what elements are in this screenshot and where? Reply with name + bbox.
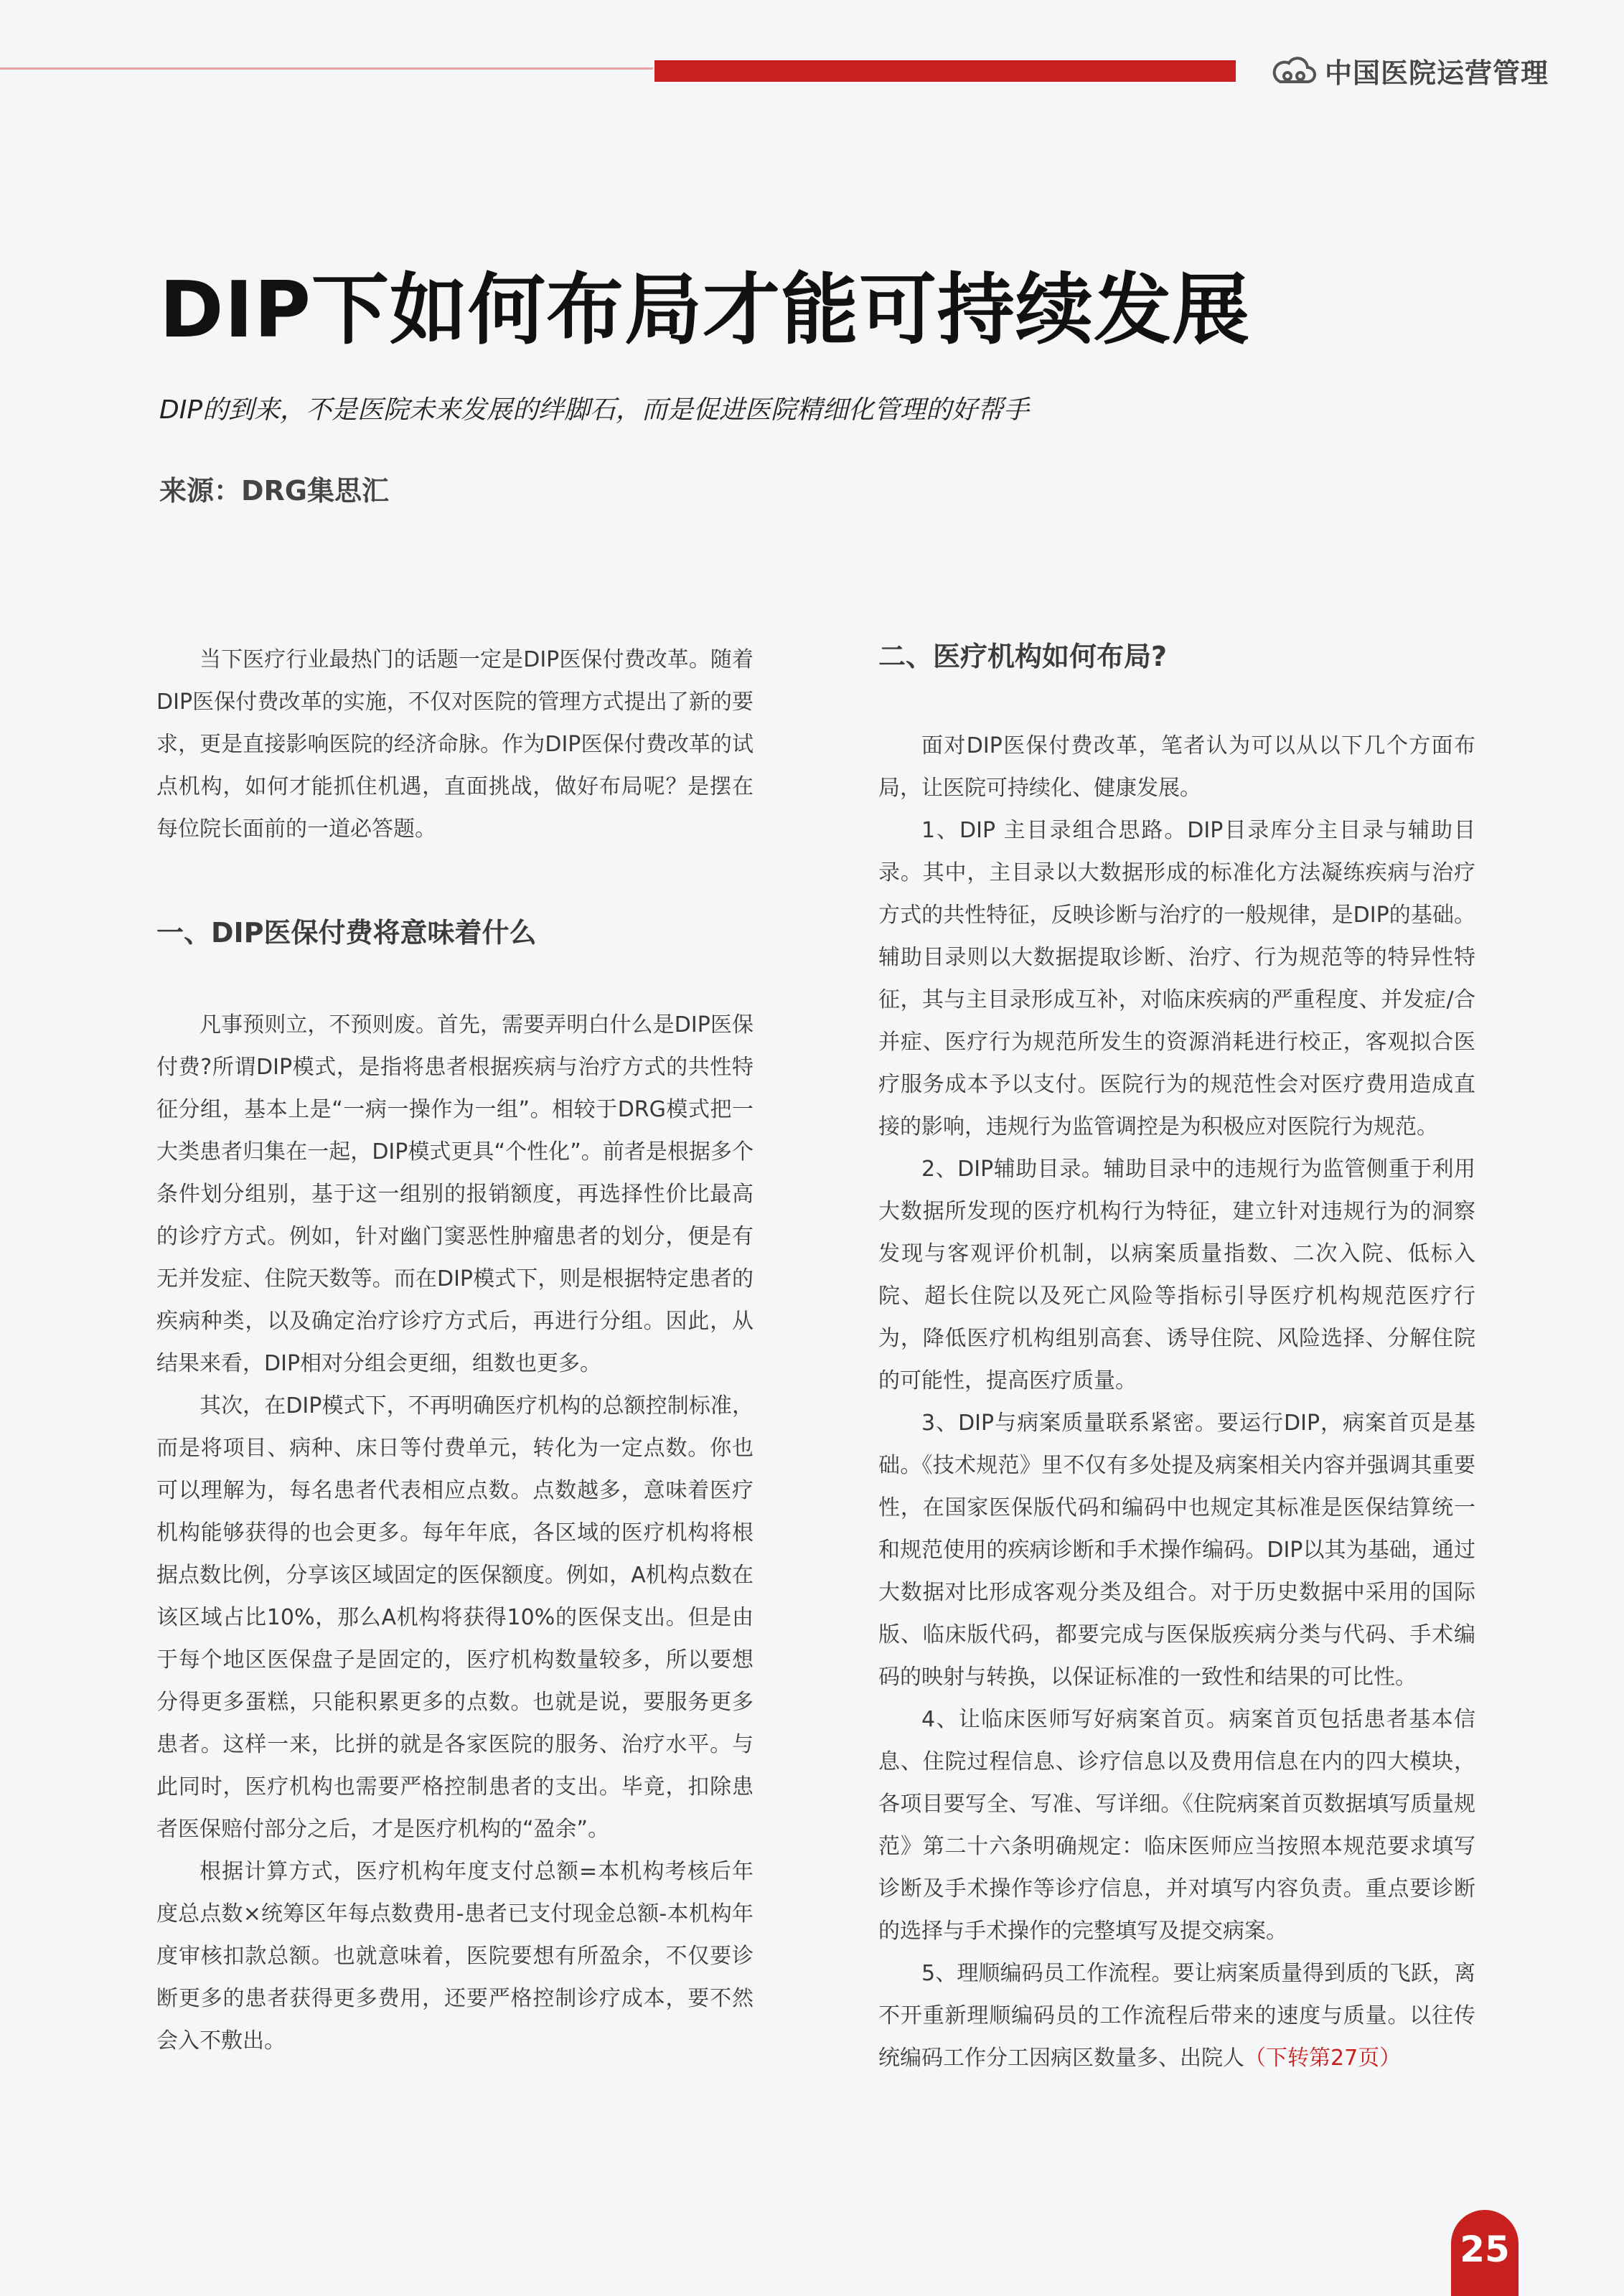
section2-paragraph-6 [878, 1952, 1475, 2079]
continued-note[interactable]: （下转第27页） [1244, 2046, 1402, 2071]
page-number: 25 [1451, 2210, 1519, 2296]
section2-paragraph-1: 面对DIP医保付费改革，笔者认为可以从以下几个方面布局，让医院可持续化、健康发展。 [878, 733, 1475, 801]
article-source: 来源：DRG集思汇 [159, 475, 389, 507]
paragraph-6-text: 5、理顺编码员工作流程。要让病案质量得到质的飞跃，离不开重新理顺编码员的工作流程后带来的速度与质量。以往传统编码工作分工因病区数量多、出院人 [878, 1961, 1475, 2071]
section1-paragraph-1: 凡事预则立，不预则废。首先，需要弄明白什么是DIP医保付费?所谓DIP模式，是指将患者根据疾病与治疗方式的共性特征分组，基本上是“一病一操作为一组”。相较于DRG模式把一大类患者归集在一起，DIP模式更具“个性化”。前者是根据多个条件划分组别，基于这一组别的报销额度，再选择性价比最高的诊疗方式。例如，针对幽门窦恶性肿瘤患者的划分，便是有无并发症、住院天数等。而在DIP模式下，则是根据特定患者的疾病种类，以及确定治疗诊疗方式后，再进行分组。因此，从结果来看，DIP相对分组会更细，组数也更多。 [156, 1012, 754, 1376]
cloud-icon [1272, 55, 1316, 86]
article-subtitle: DIP的到来，不是医院未来发展的绊脚石，而是促进医院精细化管理的好帮手 [159, 395, 1030, 425]
header-thin-line [0, 67, 653, 70]
section2-paragraph-2: 1、DIP 主目录组合思路。DIP目录库分主目录与辅助目录。其中，主目录以大数据形成的标准化方法凝练疾病与治疗方式的共性特征，反映诊断与治疗的一般规律，是DIP的基础。辅助目录则以大数据提取诊断、治疗、行为规范等的特异性特征，其与主目录形成互补，对临床疾病的严重程度、并发症/合并症、医疗行为规范所发生的资源消耗进行校正，客观拟合医疗服务成本予以支付。医院行为的规范性会对医疗费用造成直接的影响，违规行为监管调控是为积极应对医院行为规范。 [878, 818, 1475, 1139]
brand-logo [1272, 52, 1549, 89]
section2-paragraph-5: 4、让临床医师写好病案首页。病案首页包括患者基本信息、住院过程信息、诊疗信息以及费用信息在内的四大模块，各项目要写全、写准、写详细。《住院病案首页数据填写质量规范》第二十六条明确规定：临床医师应当按照本规范要求填写诊断及手术操作等诊疗信息，并对填写内容负责。重点要诊断的选择与手术操作的完整填写及提交病案。 [878, 1707, 1475, 1944]
section1-paragraph-2: 其次，在DIP模式下，不再明确医疗机构的总额控制标准，而是将项目、病种、床日等付费单元，转化为一定点数。你也可以理解为，每名患者代表相应点数。点数越多，意味着医疗机构能够获得的也会更多。每年年底，各区域的医疗机构将根据点数比例，分享该区域固定的医保额度。例如，A机构点数在该区域占比10%，那么A机构将获得10%的医保支出。但是由于每个地区医保盘子是固定的，医疗机构数量较多，所以要想分得更多蛋糕，只能积累更多的点数。也就是说，要服务更多患者。这样一来，比拼的就是各家医院的服务、治疗水平。与此同时，医疗机构也需要严格控制患者的支出。毕竟，扣除患者医保赔付部分之后，才是医疗机构的“盈余”。 [156, 1393, 754, 1842]
right-column [878, 639, 1475, 2079]
section2-heading: 二、医疗机构如何布局? [878, 641, 1168, 672]
section2-paragraph-4: 3、DIP与病案质量联系紧密。要运行DIP，病案首页是基础。《技术规范》里不仅有多处提及病案相关内容并强调其重要性，在国家医保版代码和编码中也规定其标准是医保结算统一和规范使用的疾病诊断和手术操作编码。DIP以其为基础，通过大数据对比形成客观分类及组合。对于历史数据中采用的国际版、临床版代码，都要完成与医保版疾病分类与代码、手术编码的映射与转换，以保证标准的一致性和结果的可比性。 [878, 1411, 1475, 1690]
section1-heading: 一、DIP医保付费将意味着什么 [156, 917, 537, 949]
left-column [156, 639, 754, 2062]
intro-paragraph: 当下医疗行业最热门的话题一定是DIP医保付费改革。随着DIP医保付费改革的实施，不仅对医院的管理方式提出了新的要求，更是直接影响医院的经济命脉。作为DIP医保付费改革的试点机构，如何才能抓住机遇，直面挑战，做好布局呢？是摆在每位院长面前的一道必答题。 [156, 647, 754, 842]
header-red-bar [654, 60, 1236, 82]
brand-name: 中国医院运营管理 [1325, 57, 1549, 89]
section1-paragraph-3: 根据计算方式，医疗机构年度支付总额=本机构考核后年度总点数×统筹区年每点数费用-患者已支付现金总额-本机构年度审核扣款总额。也就意味着，医院要想有所盈余，不仅要诊断更多的患者获得更多费用，还要严格控制诊疗成本，要不然会入不敷出。 [156, 1859, 754, 2053]
section2-paragraph-3: 2、DIP辅助目录。辅助目录中的违规行为监管侧重于利用大数据所发现的医疗机构行为特征，建立针对违规行为的洞察发现与客观评价机制，以病案质量指数、二次入院、低标入院、超长住院以及死亡风险等指标引导医疗机构规范医疗行为，降低医疗机构组别高套、诱导住院、风险选择、分解住院的可能性，提高医疗质量。 [878, 1157, 1475, 1393]
article-title: DIP下如何布局才能可持续发展 [159, 265, 1250, 355]
